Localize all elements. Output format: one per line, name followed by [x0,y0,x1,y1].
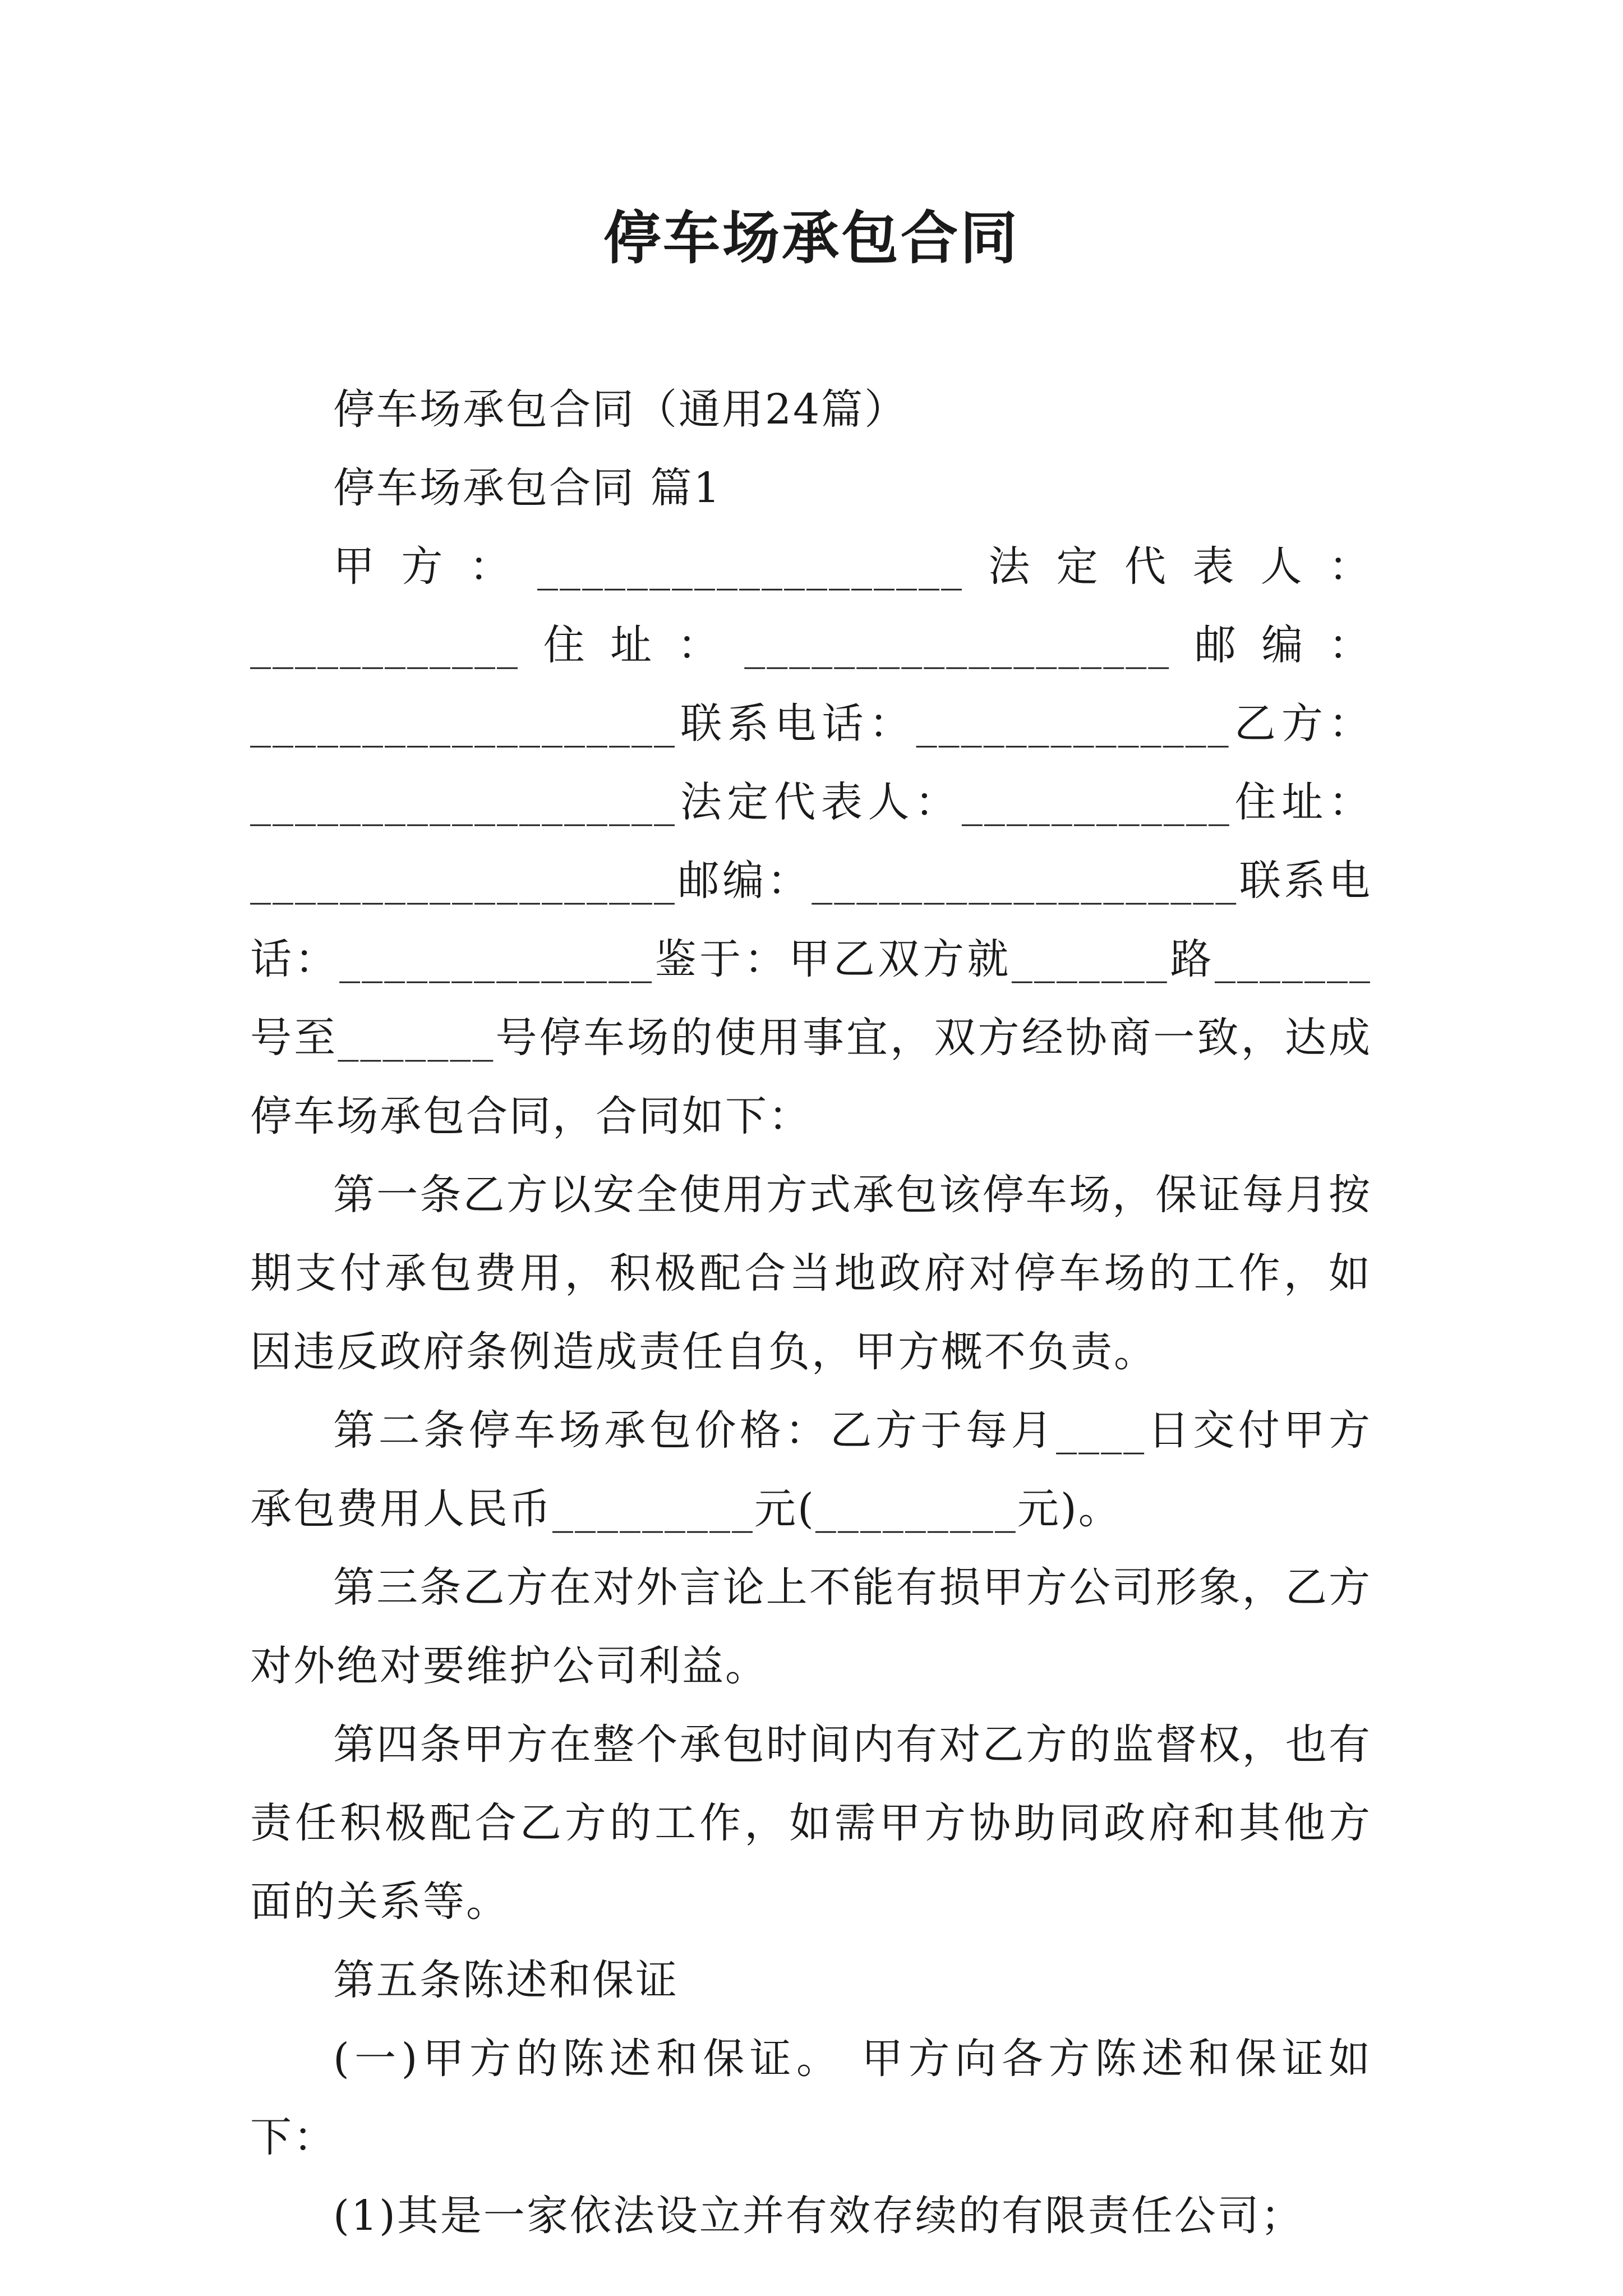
paragraph-article-5-part-1: (一)甲方的陈述和保证。 甲方向各方陈述和保证如下： [250,2035,1372,2161]
paragraph-article-2: 第二条停车场承包价格：乙方于每月____日交付甲方承包费用人民币_________元(_________元)。 [250,1406,1372,1533]
paragraph-article-4: 第四条甲方在整个承包时间内有对乙方的监督权，也有责任积极配合乙方的工作，如需甲方协助同政府和其他方面的关系等。 [250,1720,1372,1926]
paragraph-article-5: 第五条陈述和保证 [333,1956,679,2004]
paragraph-heading-1: 停车场承包合同 篇1 [333,464,722,512]
paragraph-parties: 甲方：___________________法定代表人：____________住址：___________________邮编：___________________联系电话：______________乙方：___________________法定代表人：____________住址：___________________邮编：___________________联系电话：______________鉴于：甲乙双方就_______路_______号至_______号停车场的使用事宜，双方经协商一致，达成停车场承包合同，合同如下： [250,542,1372,1140]
document-body [250,370,1372,2255]
paragraph-article-3: 第三条乙方在对外言论上不能有损甲方公司形象，乙方对外绝对要维护公司利益。 [250,1563,1372,1690]
paragraph-subtitle: 停车场承包合同（通用24篇） [333,385,908,434]
paragraph-article-1: 第一条乙方以安全使用方式承包该停车场，保证每月按期支付承包费用，积极配合当地政府对停车场的工作，如因违反政府条例造成责任自负，甲方概不负责。 [250,1171,1372,1376]
document-title: 停车场承包合同 [603,205,1020,272]
paragraph-article-5-item-1: (1)其是一家依法设立并有效存续的有限责任公司； [333,2192,1304,2240]
